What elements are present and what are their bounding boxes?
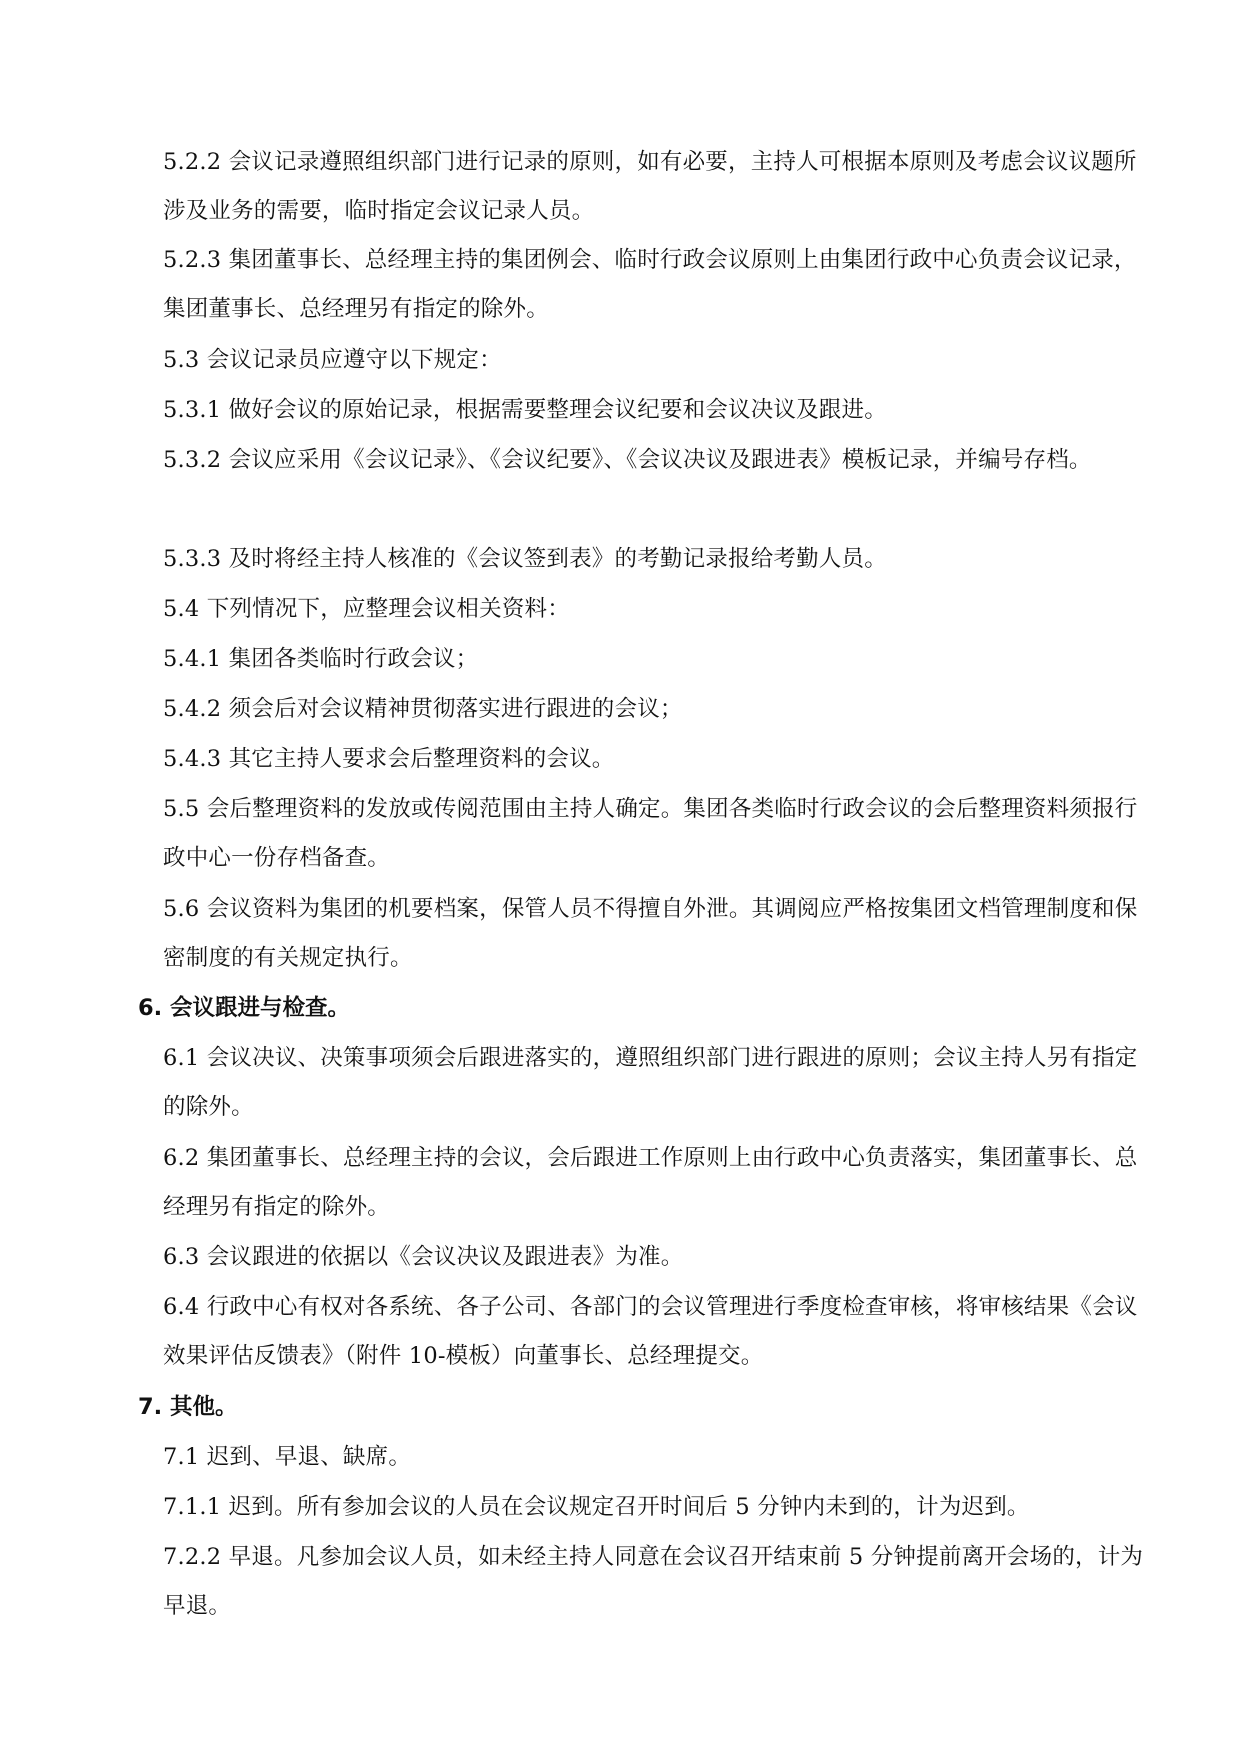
paragraph-5-5: 5.5 会后整理资料的发放或传阅范围由主持人确定。集团各类临时行政会议的会后整理资料须报行政中心一份存档备查。	[163, 796, 1138, 871]
section-heading-6: 6. 会议跟进与检查。	[138, 995, 351, 1021]
paragraph-6-4: 6.4 行政中心有权对各系统、各子公司、各部门的会议管理进行季度检查审核，将审核结果《会议效果评估反馈表》（附件 10-模板）向董事长、总经理提交。	[163, 1294, 1138, 1369]
paragraph-7-1: 7.1 迟到、早退、缺席。	[163, 1444, 412, 1470]
paragraph-5-3-2: 5.3.2 会议应采用《会议记录》、《会议纪要》、《会议决议及跟进表》模板记录，并编号存档。	[163, 447, 1092, 473]
paragraph-6-3: 6.3 会议跟进的依据以《会议决议及跟进表》为准。	[163, 1244, 684, 1270]
paragraph-5-4-3: 5.4.3 其它主持人要求会后整理资料的会议。	[163, 746, 615, 772]
paragraph-5-4: 5.4 下列情况下，应整理会议相关资料：	[163, 596, 570, 622]
paragraph-5-2-3: 5.2.3 集团董事长、总经理主持的集团例会、临时行政会议原则上由集团行政中心负责会议记录，集团董事长、总经理另有指定的除外。	[163, 247, 1137, 322]
paragraph-5-4-1: 5.4.1 集团各类临时行政会议；	[163, 646, 479, 672]
paragraph-7-2-2: 7.2.2 早退。凡参加会议人员，如未经主持人同意在会议召开结束前 5 分钟提前离开会场的，计为早退。	[163, 1544, 1144, 1619]
paragraph-5-3-3: 5.3.3 及时将经主持人核准的《会议签到表》的考勤记录报给考勤人员。	[163, 546, 887, 572]
paragraph-5-2-2: 5.2.2 会议记录遵照组织部门进行记录的原则，如有必要，主持人可根据本原则及考虑会议议题所涉及业务的需要，临时指定会议记录人员。	[163, 149, 1137, 224]
paragraph-5-6: 5.6 会议资料为集团的机要档案，保管人员不得擅自外泄。其调阅应严格按集团文档管理制度和保密制度的有关规定执行。	[163, 896, 1138, 971]
paragraph-6-1: 6.1 会议决议、决策事项须会后跟进落实的，遵照组织部门进行跟进的原则；会议主持人另有指定的除外。	[163, 1045, 1138, 1120]
paragraph-5-4-2: 5.4.2 须会后对会议精神贯彻落实进行跟进的会议；	[163, 696, 683, 722]
section-heading-7: 7. 其他。	[138, 1394, 238, 1420]
paragraph-7-1-1: 7.1.1 迟到。所有参加会议的人员在会议规定召开时间后 5 分钟内未到的，计为迟到。	[163, 1494, 1030, 1520]
paragraph-5-3-1: 5.3.1 做好会议的原始记录，根据需要整理会议纪要和会议决议及跟进。	[163, 397, 887, 423]
paragraph-6-2: 6.2 集团董事长、总经理主持的会议，会后跟进工作原则上由行政中心负责落实，集团董事长、总经理另有指定的除外。	[163, 1145, 1138, 1220]
paragraph-5-3: 5.3 会议记录员应遵守以下规定：	[163, 347, 502, 373]
